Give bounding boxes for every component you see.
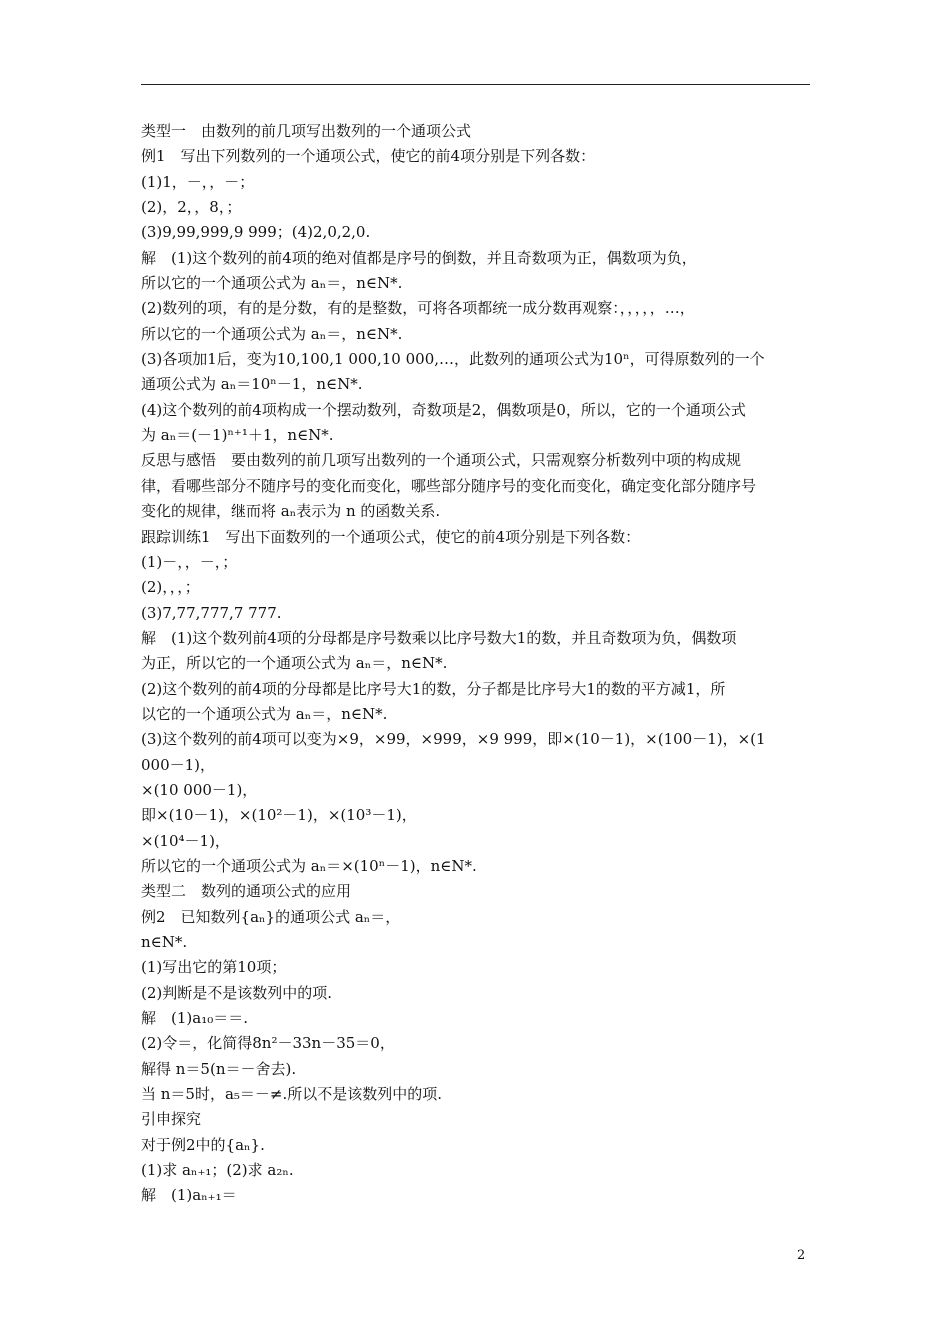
- text-line: (2)判断是不是该数列中的项.: [141, 983, 333, 1002]
- text-line: 例1 写出下列数列的一个通项公式，使它的前4项分别是下列各数：: [141, 147, 596, 166]
- text-line: 即×(10－1)，×(10²－1)，×(10³－1)，: [141, 806, 417, 825]
- header-rule: [141, 84, 810, 85]
- text-line: (2)这个数列的前4项的分母都是比序号大1的数，分子都是比序号大1的数的平方减1，所: [141, 679, 726, 698]
- text-line: 所以它的一个通项公式为 aₙ＝，n∈N*.: [141, 324, 403, 343]
- text-line: 当 n＝5时，a₅＝－≠.所以不是该数列中的项.: [141, 1085, 443, 1104]
- text-line: 以它的一个通项公式为 aₙ＝，n∈N*.: [141, 704, 388, 723]
- text-line: (2)，，，；: [141, 578, 200, 597]
- text-line: 所以它的一个通项公式为 aₙ＝×(10ⁿ－1)，n∈N*.: [141, 856, 477, 875]
- text-line: 跟踪训练1 写出下面数列的一个通项公式，使它的前4项分别是下列各数：: [141, 527, 641, 546]
- text-line: 为正，所以它的一个通项公式为 aₙ＝，n∈N*.: [141, 654, 448, 673]
- text-line: 解 (1)这个数列前4项的分母都是序号数乘以比序号数大1的数，并且奇数项为负，偶数项: [141, 628, 737, 647]
- document-body: [141, 119, 810, 1209]
- text-line: ×(10⁴－1)，: [141, 831, 230, 850]
- text-line: 解 (1)a₁₀＝＝.: [141, 1009, 248, 1028]
- text-line: 变化的规律，继而将 aₙ表示为 n 的函数关系.: [141, 502, 441, 521]
- text-line: (1)写出它的第10项；: [141, 958, 287, 977]
- text-line: 对于例2中的{aₙ}.: [141, 1135, 265, 1154]
- text-line: 解 (1)aₙ₊₁＝: [141, 1186, 237, 1205]
- text-line: (4)这个数列的前4项构成一个摆动数列，奇数项是2，偶数项是0，所以，它的一个通项公式: [141, 400, 746, 419]
- text-line: (3)7,77,777,7 777.: [141, 603, 282, 622]
- text-line: 例2 已知数列{aₙ}的通项公式 aₙ＝，: [141, 907, 401, 926]
- text-line: ×(10 000－1)，: [141, 780, 258, 799]
- text-line: 解 (1)这个数列的前4项的绝对值都是序号的倒数，并且奇数项为正，偶数项为负，: [141, 248, 697, 267]
- text-line: (3)9,99,999,9 999；(4)2,0,2,0.: [141, 223, 371, 242]
- text-line: 反思与感悟 要由数列的前几项写出数列的一个通项公式，只需观察分析数列中项的构成规: [141, 451, 742, 470]
- text-line: (3)各项加1后，变为10,100,1 000,10 000,…，此数列的通项公式为10ⁿ，可得原数列的一个: [141, 350, 765, 369]
- text-line: (3)这个数列的前4项可以变为×9，×99，×999，×9 999，即×(10－1)，×(100－1)，×(1: [141, 730, 766, 749]
- text-line: (1)求 aₙ₊₁；(2)求 a₂ₙ.: [141, 1161, 294, 1180]
- text-line: 类型二 数列的通项公式的应用: [141, 882, 352, 901]
- text-line: 类型一 由数列的前几项写出数列的一个通项公式: [141, 122, 472, 140]
- text-line: 律，看哪些部分不随序号的变化而变化，哪些部分随序号的变化而变化，确定变化部分随序号: [141, 476, 757, 495]
- text-line: 通项公式为 aₙ＝10ⁿ－1，n∈N*.: [141, 375, 363, 394]
- text-line: 000－1)，: [141, 755, 216, 774]
- text-line: (2)数列的项，有的是分数，有的是整数，可将各项都统一成分数再观察：，，，，，…，: [141, 299, 695, 318]
- text-line: (2)令＝，化简得8n²－33n－35＝0，: [141, 1034, 395, 1053]
- text-line: (2)，2，，8，；: [141, 198, 242, 217]
- text-line: 所以它的一个通项公式为 aₙ＝，n∈N*.: [141, 274, 403, 293]
- text-line: (1)－，，－，；: [141, 552, 238, 571]
- text-line: (1)1，－，，－；: [141, 172, 255, 191]
- text-line: n∈N*.: [141, 933, 188, 951]
- text-line: 为 aₙ＝(－1)ⁿ⁺¹＋1，n∈N*.: [141, 426, 334, 445]
- text-line: 引申探究: [141, 1110, 202, 1129]
- text-line: 解得 n＝5(n＝－舍去).: [141, 1059, 297, 1078]
- page-number: 2: [797, 1248, 806, 1263]
